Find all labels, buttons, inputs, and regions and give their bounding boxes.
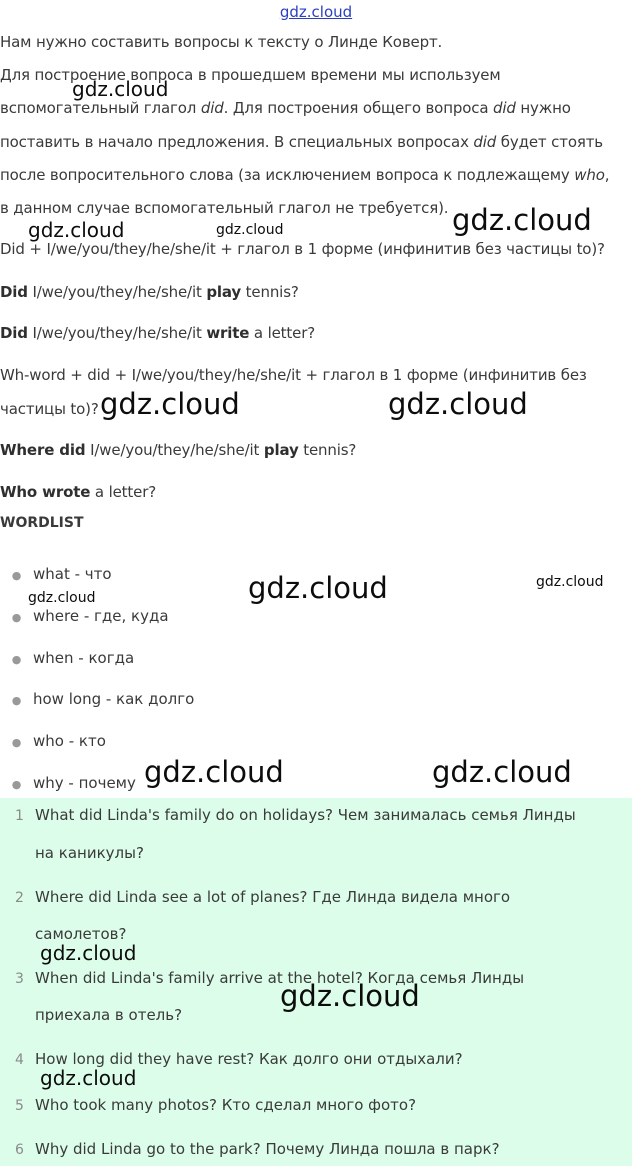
intro-line-6: в данном случае вспомогательный глагол не требуется). (0, 199, 449, 217)
watermark: gdz.cloud (432, 755, 572, 789)
wordlist-item (0, 690, 194, 708)
intro-line-1: Нам нужно составить вопросы к тексту о Линде Коверт. (0, 33, 443, 51)
bullet-icon: ● (11, 569, 22, 582)
wordlist-item (0, 607, 169, 625)
answer-text: Why did Linda go to the park? Почему Линда пошла в парк? (35, 1140, 500, 1158)
watermark: gdz.cloud (144, 755, 284, 789)
word-text: who - кто (33, 732, 106, 750)
intro-text: . Для построения общего вопроса (223, 99, 494, 117)
keyword: play (263, 441, 299, 459)
watermark: gdz.cloud (452, 203, 592, 237)
keyword: Who wrote (0, 483, 91, 501)
watermark: gdz.cloud (28, 218, 125, 242)
bullet-icon: ● (11, 694, 22, 707)
answer-text: Where did Linda see a lot of planes? Где Линда видела много (35, 888, 511, 906)
special-formula-line-1: Wh-word + did + I/we/you/they/he/she/it + глагол в 1 форме (инфинитив без (0, 366, 587, 384)
intro-line-4 (0, 133, 632, 151)
answer-text: приехала в отель? (35, 1006, 183, 1024)
bullet-icon: ● (11, 778, 22, 791)
watermark: gdz.cloud (72, 77, 169, 101)
wordlist-title: WORDLIST (0, 515, 84, 531)
intro-text: поставить в начало предложения. В специальных вопросах (0, 133, 474, 151)
intro-line-3 (0, 99, 632, 117)
special-example-2 (0, 483, 632, 501)
example-text: tennis? (241, 283, 299, 301)
wordlist-item (0, 774, 136, 792)
word-text: how long - как долго (33, 690, 195, 708)
watermark: gdz.cloud (28, 590, 96, 606)
watermark: gdz.cloud (248, 571, 388, 605)
example-text: a letter? (249, 324, 316, 342)
watermark: gdz.cloud (40, 1066, 137, 1090)
word-text: why - почему (33, 774, 136, 792)
intro-text: после вопросительного слова (за исключением вопроса к подлежащему (0, 166, 575, 184)
did-term: did (493, 99, 516, 117)
answer-number: 2 (15, 890, 24, 906)
answer-number: 5 (15, 1098, 24, 1114)
answer-text: When did Linda's family arrive at the hotel? Когда семья Линды (35, 969, 525, 987)
intro-line-5 (0, 166, 632, 184)
keyword: Where did (0, 441, 86, 459)
watermark: gdz.cloud (388, 387, 528, 421)
special-formula-line-2: частицы to)? (0, 400, 99, 418)
answer-text: Who took many photos? Кто сделал много фото? (35, 1096, 417, 1114)
bullet-icon: ● (11, 611, 22, 624)
intro-line-2: Для построение вопроса в прошедшем времени мы используем (0, 66, 501, 84)
watermark: gdz.cloud (100, 387, 240, 421)
general-example-1 (0, 283, 632, 301)
bullet-icon: ● (11, 736, 22, 749)
example-text: I/we/you/they/he/she/it (27, 324, 207, 342)
answer-text: самолетов? (35, 925, 127, 943)
intro-text: нужно (515, 99, 571, 117)
example-text: tennis? (298, 441, 357, 459)
answer-number: 3 (15, 971, 24, 987)
general-example-2 (0, 324, 632, 342)
site-header-link[interactable]: gdz.cloud (279, 3, 353, 21)
keyword: Did (0, 283, 28, 301)
answer-number: 1 (15, 808, 24, 824)
did-term: did (200, 99, 224, 117)
bullet-icon: ● (11, 653, 22, 666)
watermark: gdz.cloud (536, 574, 604, 590)
answer-text: What did Linda's family do on holidays? Чем занималась семья Линды (35, 806, 576, 824)
keyword: play (206, 283, 242, 301)
example-text: I/we/you/they/he/she/it (27, 283, 207, 301)
general-formula: Did + I/we/you/they/he/she/it + глагол в 1 форме (инфинитив без частицы to)? (0, 240, 605, 258)
wordlist-item (0, 649, 134, 667)
keyword: write (206, 324, 250, 342)
word-text: what - что (33, 565, 112, 583)
wordlist-item (0, 732, 106, 750)
did-term: did (473, 133, 497, 151)
wordlist-item (0, 565, 112, 583)
answer-number: 6 (15, 1142, 24, 1158)
word-text: where - где, куда (33, 607, 169, 625)
keyword: Did (0, 324, 28, 342)
answer-text: на каникулы? (35, 844, 144, 862)
intro-text: вспомогательный глагол (0, 99, 201, 117)
special-example-1 (0, 441, 632, 459)
answer-number: 4 (15, 1052, 24, 1068)
intro-text: будет стоять (496, 133, 604, 151)
answer-text: How long did they have rest? Как долго они отдыхали? (35, 1050, 463, 1068)
who-term: who (574, 166, 605, 184)
watermark: gdz.cloud (40, 941, 137, 965)
example-text: a letter? (90, 483, 157, 501)
intro-text: , (604, 166, 610, 184)
watermark: gdz.cloud (216, 222, 284, 238)
watermark: gdz.cloud (280, 979, 420, 1013)
example-text: I/we/you/they/he/she/it (85, 441, 264, 459)
word-text: when - когда (33, 649, 135, 667)
